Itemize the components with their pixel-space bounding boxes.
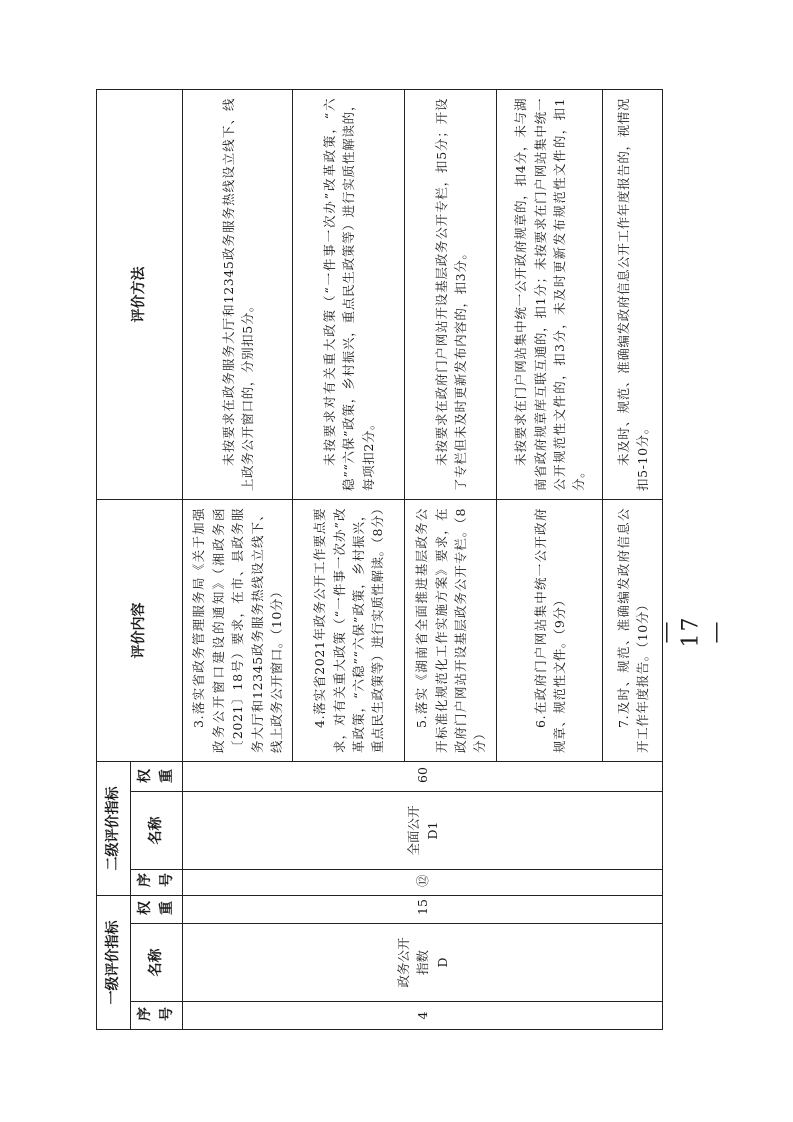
level1-indicator-header: 一级评价指标 [97, 895, 131, 1029]
level1-name-header: 名称 [131, 924, 183, 1002]
level2-weight-header: 权重 [131, 761, 183, 791]
content-cell: 3.落实省政务管理服务局《关于加强政务公开窗口建设的通知》（湘政务函〔2021〕18号）要求，在市、县政务服务大厅和12345政务服务热线设立线下、线上政务公开窗口。（10分） [183, 499, 293, 761]
method-cell: 未按要求对有关重大政策（“一件事一次办”改革政策，“六稳”“六保”政策，乡村振兴，重点民生政策等）进行实质性解读的，每项扣2分。 [293, 89, 405, 499]
level2-no-cell: ⑫ [183, 869, 663, 895]
level2-weight-cell: 60 [183, 761, 663, 791]
content-cell: 7.及时、规范、准确编发政府信息公开工作年度报告。（10分） [603, 499, 663, 761]
method-cell: 未按要求在政府门户网站开设基层政务公开专栏，扣5分；开设了专栏但未及时更新发布内容的，扣3分。 [405, 89, 497, 499]
level2-name-line: D1 [424, 821, 440, 840]
evaluation-table-sheet [96, 90, 658, 1030]
evaluation-table [96, 89, 663, 1030]
content-cell: 6.在政府门户网站集中统一公开政府规章、规范性文件。（9分） [497, 499, 603, 761]
level1-name-cell [183, 924, 663, 1002]
method-cell: 未按要求在政务服务大厅和12345政务服务热线设立线下、线上政务公开窗口的，分别扣5分。 [183, 89, 293, 499]
method-header: 评价方法 [97, 89, 183, 499]
table-row [183, 89, 293, 1029]
content-header: 评价内容 [97, 499, 183, 761]
level1-weight-header: 权重 [131, 895, 183, 923]
level2-indicator-header: 二级评价指标 [97, 761, 131, 895]
level2-name-header: 名称 [131, 791, 183, 869]
method-cell: 未及时、规范、准确编发政府信息公开工作年度报告的，视情况扣5-10分。 [603, 89, 663, 499]
method-cell: 未按要求在门户网站集中统一公开政府规章的，扣4分，未与湖南省政府规章库互联互通的，扣1分；未按要求在门户网站集中统一公开规范性文件的，扣3分，未及时更新发布规范性文件的，扣1分。 [497, 89, 603, 499]
content-cell: 4.落实省2021年政务公开工作要点要求，对有关重大政策（“一件事一次办”改革政策，“六稳”“六保”政策，乡村振兴，重点民生政策等）进行实质性解读。（8分） [293, 499, 405, 761]
level1-no-cell: 4 [183, 1002, 663, 1030]
level2-no-header: 序号 [131, 869, 183, 895]
page-number: — 17 — [653, 615, 729, 648]
level2-name-line: 全面公开 [405, 805, 421, 856]
level1-name-line: 政务公开 [395, 937, 411, 988]
level1-name-line: 指数 [415, 950, 431, 976]
level1-name-line: D [434, 957, 450, 968]
content-cell: 5.落实《湖南省全面推进基层政务公开标准化规范化工作实施方案》要求，在政府门户网站开设基层政务公开专栏。（8分） [405, 499, 497, 761]
level1-weight-cell: 15 [183, 895, 663, 923]
level2-name-cell [183, 791, 663, 869]
level1-no-header: 序号 [131, 1002, 183, 1030]
